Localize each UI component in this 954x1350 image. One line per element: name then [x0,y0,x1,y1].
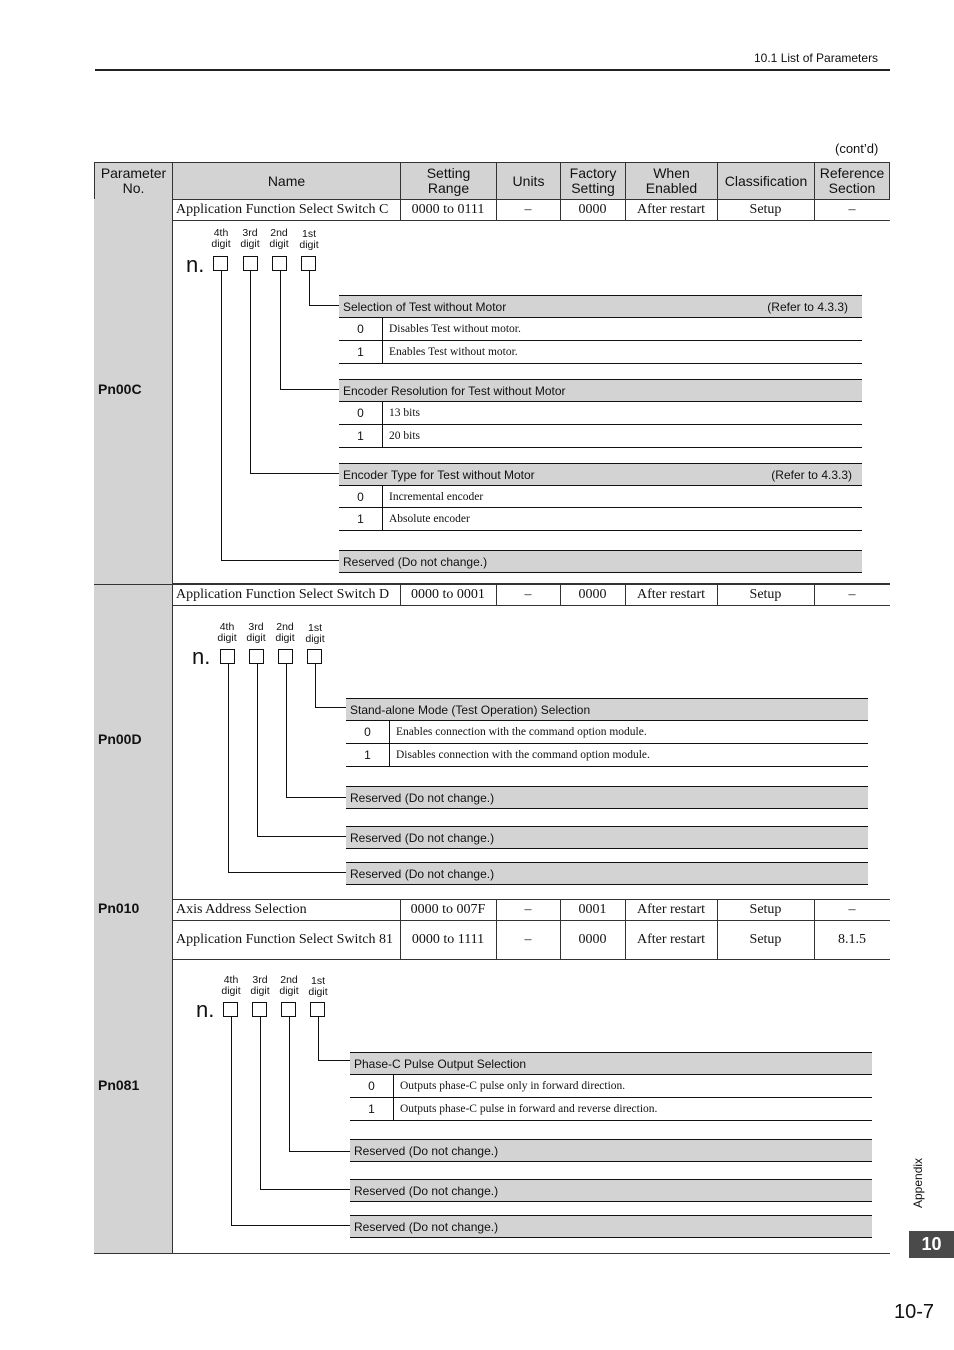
setting-section-header [350,1139,872,1162]
digit-label-2nd: 2nd digit [275,621,295,644]
setting-range: 0000 to 0001 [400,584,497,606]
side-tab-label: Appendix [911,1157,925,1208]
option-description: 20 bits [389,430,420,442]
digit-box-2nd [281,1002,296,1017]
option-code: 0 [350,1075,394,1097]
param-name: Application Function Select Switch D [172,584,401,606]
setting-section-header [346,786,868,809]
connector-line [286,797,346,798]
reference-section: 8.1.5 [814,920,890,960]
param-number: Pn00C [98,381,142,397]
option-code: 0 [339,402,383,424]
param-name: Application Function Select Switch C [172,199,401,221]
section-title: Reserved (Do not change.) [354,1219,499,1234]
param-name: Application Function Select Switch 81 [172,920,401,960]
n-prefix: n. [192,644,211,669]
option-description: Enables connection with the command option module. [396,726,647,738]
connector-line [257,836,346,837]
option-row [339,508,862,531]
setting-section-header [339,550,862,573]
connector-line [289,1017,290,1152]
classification: Setup [717,899,815,921]
section-title: Selection of Test without Motor [343,299,507,314]
section-title: Reserved (Do not change.) [350,830,495,845]
option-code: 0 [339,318,383,340]
digit-label-4th: 4th digit [217,621,237,644]
page-number: 10-7 [894,1301,935,1323]
connector-line [280,389,340,390]
option-code: 1 [339,341,383,363]
option-description: Absolute encoder [389,513,470,525]
col-header-name: Name [172,162,401,200]
digit-box-3rd [252,1002,267,1017]
option-row [339,486,862,508]
option-code: 1 [339,508,383,530]
connector-line [260,1189,350,1190]
setting-section-header [350,1052,872,1075]
units: – [496,920,561,960]
col-header-reference-section: Reference Section [814,162,890,200]
col-header-units: Units [496,162,561,200]
connector-line [286,664,287,798]
factory-setting: 0000 [560,920,626,960]
section-title: Reserved (Do not change.) [350,866,495,881]
section-title: Reserved (Do not change.) [350,790,495,805]
connector-line [257,664,258,837]
digit-box-1st [307,649,322,664]
when-enabled: After restart [625,920,718,960]
classification: Setup [717,920,815,960]
param-number: Pn081 [98,1077,140,1093]
col-header-factory-setting: Factory Setting [560,162,626,200]
option-description: Outputs phase-C pulse in forward and reverse direction. [400,1103,658,1115]
option-code: 0 [346,721,390,743]
setting-range: 0000 to 0111 [400,199,497,221]
when-enabled: After restart [625,584,718,606]
connector-line [221,271,222,561]
digit-label-4th: 4th digit [211,227,231,250]
connector-line [280,271,281,390]
option-row [350,1098,872,1121]
digit-box-2nd [278,649,293,664]
option-code: 1 [350,1098,394,1120]
setting-section-header [346,698,868,721]
setting-section-header [339,379,862,402]
option-row [346,721,868,744]
digit-box-3rd [243,256,258,271]
digit-box-2nd [272,256,287,271]
connector-line [228,664,229,873]
units: – [496,199,561,221]
section-title: Stand-alone Mode (Test Operation) Selection [350,702,591,717]
units: – [496,584,561,606]
n-prefix: n. [186,252,205,277]
connector-line [315,664,316,708]
setting-section-header [339,295,862,318]
section-reference: (Refer to 4.3.3) [767,299,848,314]
setting-range: 0000 to 1111 [400,920,497,960]
digit-box-1st [310,1002,325,1017]
option-description: Enables Test without motor. [389,346,518,358]
connector-line [231,1017,232,1226]
connector-line [260,1017,261,1190]
setting-section-header [346,826,868,849]
connector-line [221,560,340,561]
option-row [346,744,868,767]
section-title: Reserved (Do not change.) [343,554,488,569]
digit-label-1st: 1st digit [305,622,325,645]
digit-box-1st [301,256,316,271]
option-code: 1 [339,425,383,447]
digit-label-4th: 4th digit [221,974,241,997]
digit-label-3rd: 3rd digit [240,227,260,250]
option-row [339,402,862,425]
section-title: Encoder Resolution for Test without Motor [343,383,566,398]
classification: Setup [717,584,815,606]
option-row [339,425,862,448]
option-code: 0 [339,486,383,507]
section-title: Encoder Type for Test without Motor [343,467,535,482]
setting-section-header [339,463,862,486]
connector-line [318,1017,319,1061]
param-number: Pn00D [98,731,142,747]
digit-label-2nd: 2nd digit [279,974,299,997]
digit-label-3rd: 3rd digit [250,974,270,997]
when-enabled: After restart [625,199,718,221]
section-reference: (Refer to 4.3.3) [771,467,852,482]
section-title: Phase-C Pulse Output Selection [354,1056,527,1071]
units: – [496,899,561,921]
col-header-when-enabled: When Enabled [625,162,718,200]
section-title: Reserved (Do not change.) [354,1183,499,1198]
digit-label-3rd: 3rd digit [246,621,266,644]
chapter-badge: 10 [909,1231,954,1258]
option-description: Disables connection with the command option module. [396,749,650,761]
connector-line [231,1225,350,1226]
col-header-classification: Classification [717,162,815,200]
digit-label-1st: 1st digit [299,228,319,251]
connector-line [309,271,310,306]
digit-box-4th [220,649,235,664]
option-row [339,341,862,364]
option-description: Incremental encoder [389,490,484,503]
connector-line [315,707,346,708]
connector-line [309,305,340,306]
setting-section-header [350,1215,872,1238]
when-enabled: After restart [625,899,718,921]
digit-box-4th [223,1002,238,1017]
running-header: 10.1 List of Parameters [754,51,879,65]
classification: Setup [717,199,815,221]
row-divider [94,584,173,585]
setting-range: 0000 to 007F [400,899,497,921]
digit-box-3rd [249,649,264,664]
connector-line [250,473,340,474]
factory-setting: 0000 [560,199,626,221]
option-description: Disables Test without motor. [389,323,521,335]
header-rule [95,69,890,71]
option-description: Outputs phase-C pulse only in forward direction. [400,1080,626,1092]
connector-line [289,1151,350,1152]
connector-line [318,1060,350,1061]
factory-setting: 0001 [560,899,626,921]
setting-section-header [350,1179,872,1202]
reference-section: – [814,584,890,606]
col-header-param-no: Parameter No. [94,162,173,200]
continued-label: (cont’d) [835,141,879,156]
param-number: Pn010 [98,900,140,916]
digit-label-2nd: 2nd digit [269,227,289,250]
col-header-setting-range: Setting Range [400,162,497,200]
section-title: Reserved (Do not change.) [354,1143,499,1158]
option-row [350,1075,872,1098]
table-bottom-rule [94,1253,890,1254]
option-description: 13 bits [389,407,420,419]
reference-section: – [814,199,890,221]
digit-box-4th [213,256,228,271]
n-prefix: n. [196,997,215,1022]
setting-section-header [346,862,868,885]
option-row [339,318,862,341]
param-name: Axis Address Selection [172,899,401,921]
connector-line [250,271,251,474]
digit-label-1st: 1st digit [308,975,328,998]
factory-setting: 0000 [560,584,626,606]
option-code: 1 [346,744,390,766]
reference-section: – [814,899,890,921]
connector-line [228,872,346,873]
